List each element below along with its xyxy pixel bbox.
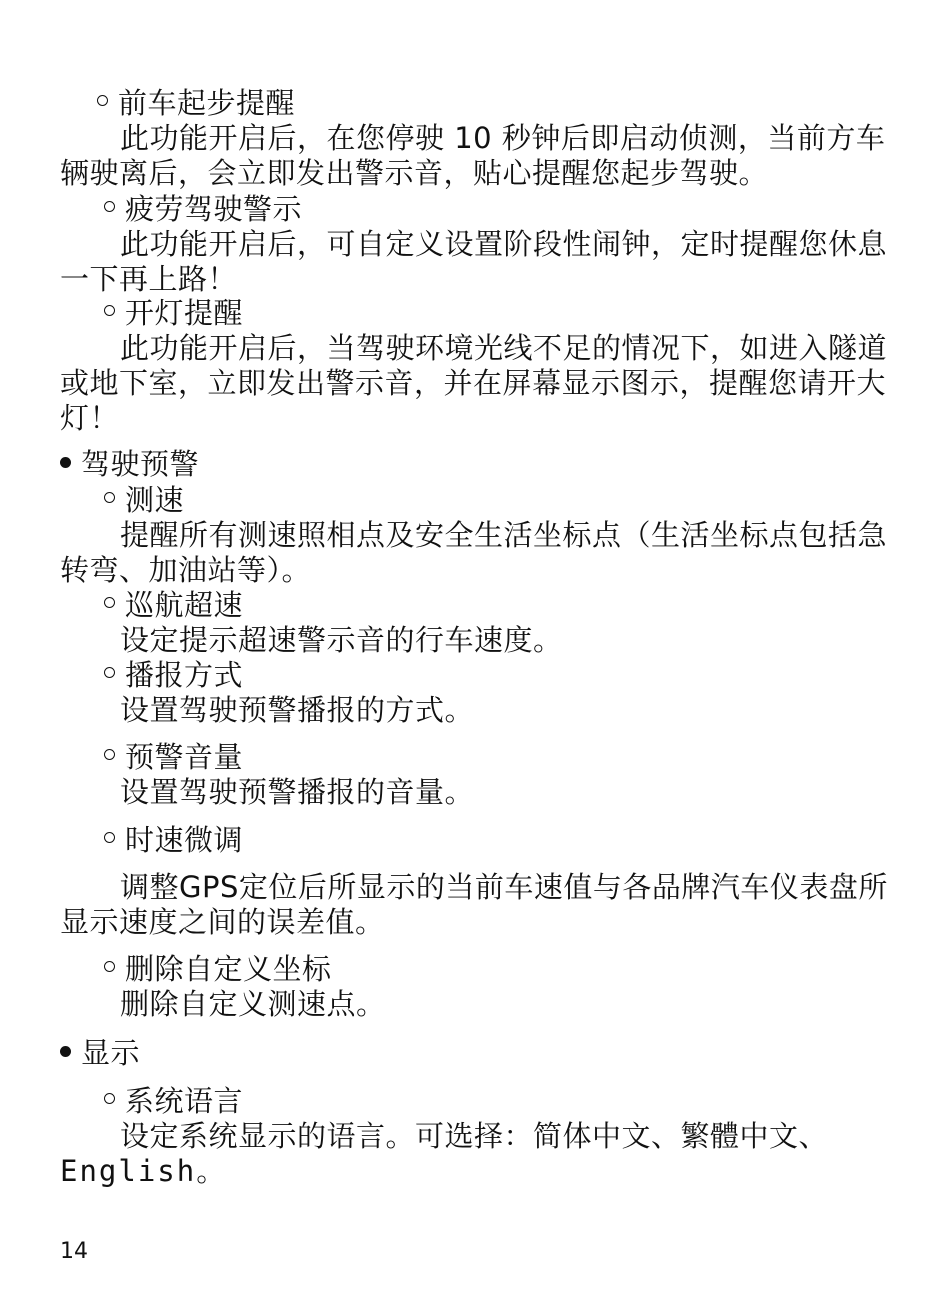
hollow-circle-bullet-icon [104,305,115,316]
speed-camera-title: 测速 [104,483,184,517]
hollow-circle-bullet-icon [104,492,115,503]
page-number: 14 [60,1239,88,1264]
system-language-desc-line-2: English。 [60,1154,228,1188]
hollow-circle-bullet-icon [104,1093,115,1104]
hollow-circle-bullet-icon [97,95,108,106]
light-reminder-desc-line-2: 或地下室，立即发出警示音，并在屏幕显示图示，提醒您请开大 [60,366,887,400]
hollow-circle-bullet-icon [104,832,115,843]
speed-calibration-desc-line-1: 调整GPS定位后所显示的当前车速值与各品牌汽车仪表盘所 [120,870,888,904]
delete-custom-title: 删除自定义坐标 [104,952,332,986]
cruise-overspeed-desc: 设定提示超速警示音的行车速度。 [120,623,563,657]
start-reminder-title: 前车起步提醒 [97,86,295,120]
fatigue-warning-desc-line-2: 一下再上路！ [60,262,238,296]
light-reminder-desc-line-3: 灯！ [60,401,120,435]
hollow-circle-bullet-icon [104,667,115,678]
fatigue-warning-title: 疲劳驾驶警示 [104,192,302,226]
system-language-title: 系统语言 [104,1084,243,1118]
delete-custom-desc: 删除自定义测速点。 [120,987,386,1021]
driving-warning-heading: 驾驶预警 [60,447,199,481]
fatigue-warning-desc-line-1: 此功能开启后，可自定义设置阶段性闹钟，定时提醒您休息 [120,227,888,261]
filled-bullet-icon [60,1046,71,1057]
hollow-circle-bullet-icon [104,597,115,608]
filled-bullet-icon [60,457,71,468]
broadcast-mode-desc: 设置驾驶预警播报的方式。 [120,693,475,727]
light-reminder-desc-line-1: 此功能开启后，当驾驶环境光线不足的情况下，如进入隧道 [120,331,888,365]
speed-camera-desc-line-2: 转弯、加油站等）。 [60,553,312,587]
hollow-circle-bullet-icon [104,201,115,212]
cruise-overspeed-title: 巡航超速 [104,588,243,622]
speed-calibration-title: 时速微调 [104,823,243,857]
start-reminder-desc-line-1: 此功能开启后，在您停驶 10 秒钟后即启动侦测，当前方车 [120,121,886,155]
warning-volume-desc: 设置驾驶预警播报的音量。 [120,775,475,809]
light-reminder-title: 开灯提醒 [104,296,243,330]
speed-calibration-desc-line-2: 显示速度之间的误差值。 [60,905,385,939]
start-reminder-desc-line-2: 辆驶离后，会立即发出警示音，贴心提醒您起步驾驶。 [60,156,769,190]
display-heading: 显示 [60,1036,140,1070]
system-language-desc-line-1: 设定系统显示的语言。可选择：简体中文、繁體中文、 [120,1119,829,1153]
warning-volume-title: 预警音量 [104,740,243,774]
speed-camera-desc-line-1: 提醒所有测速照相点及安全生活坐标点（生活坐标点包括急 [120,518,888,552]
hollow-circle-bullet-icon [104,749,115,760]
broadcast-mode-title: 播报方式 [104,658,243,692]
hollow-circle-bullet-icon [104,961,115,972]
